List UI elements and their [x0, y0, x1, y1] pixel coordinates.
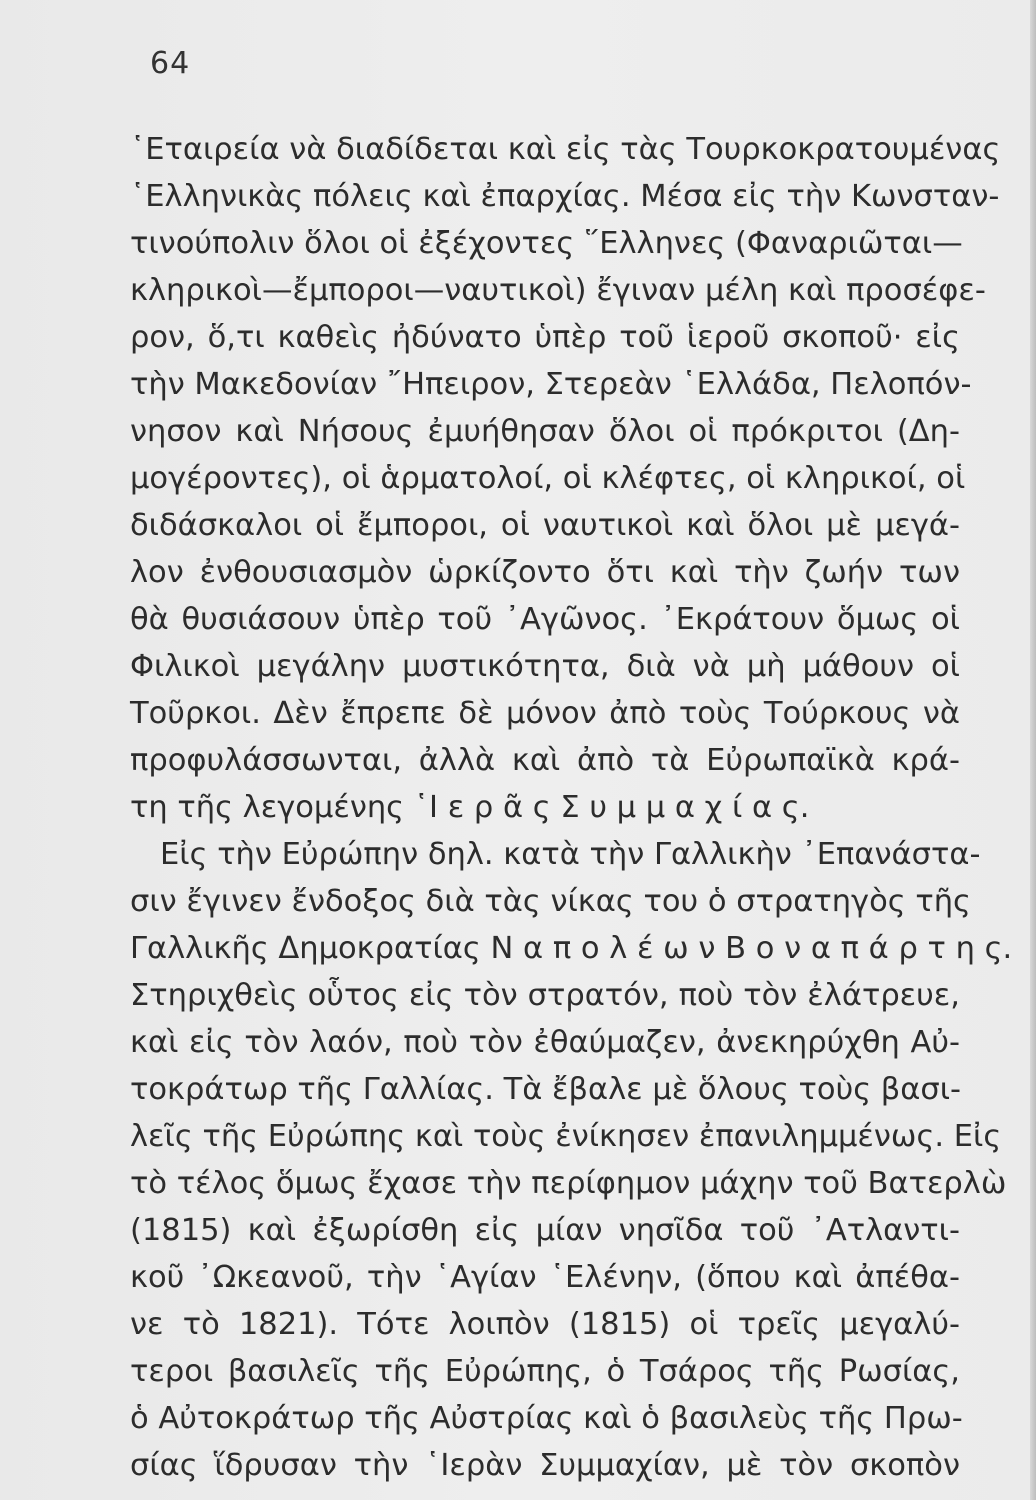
text-line: Φιλικοὶ μεγάλην μυστικότητα, διὰ νὰ μὴ μάθουν οἱ — [130, 649, 960, 684]
text-line: ὁ Αὐτοκράτωρ τῆς Αὐστρίας καὶ ὁ βασιλεὺς τῆς Πρω- — [130, 1401, 963, 1436]
text-line: Γαλλικῆς Δημοκρατίας Ν α π ο λ έ ω ν Β ο ν α π ά ρ τ η ς. — [130, 931, 1013, 966]
text-line: κληρικοὶ—ἔμποροι—ναυτικοὶ) ἔγιναν μέλη καὶ προσέφε- — [130, 273, 986, 308]
text-line: σίας ἵδρυσαν τὴν ῾Ιερὰν Συμμαχίαν, μὲ τὸν σκοπὸν — [130, 1448, 960, 1483]
text-line: τεροι βασιλεῖς τῆς Εὐρώπης, ὁ Τσάρος τῆς Ρωσίας, — [130, 1354, 960, 1389]
body-text — [130, 126, 1013, 1489]
text-line: κοῦ ᾿Ωκεανοῦ, τὴν ῾Αγίαν ῾Ελένην, (ὅπου καὶ ἀπέθα- — [130, 1260, 960, 1295]
text-line: ῾Ελληνικὰς πόλεις καὶ ἐπαρχίας. Μέσα εἰς τὴν Κωνσταν- — [130, 179, 1000, 214]
text-line: τοκράτωρ τῆς Γαλλίας. Τὰ ἔβαλε μὲ ὅλους τοὺς βασι- — [130, 1072, 962, 1107]
page-edge-shadow — [1030, 0, 1036, 1500]
text-line: νησον καὶ Νήσους ἐμυήθησαν ὅλοι οἱ πρόκριτοι (Δη- — [130, 414, 960, 449]
page-number: 64 — [150, 46, 191, 81]
text-line: σιν ἔγινεν ἔνδοξος διὰ τὰς νίκας του ὁ στρατηγὸς τῆς — [130, 884, 971, 919]
text-line: λεῖς τῆς Εὐρώπης καὶ τοὺς ἐνίκησεν ἐπανιλημμένως. Εἰς — [130, 1119, 1002, 1154]
text-line: Εἰς τὴν Εὐρώπην δηλ. κατὰ τὴν Γαλλικὴν ᾿Επανάστα- — [160, 837, 981, 872]
text-line: καὶ εἰς τὸν λαόν, ποὺ τὸν ἐθαύμαζεν, ἀνεκηρύχθη Αὐ- — [130, 1025, 960, 1060]
text-line: Τοῦρκοι. Δὲν ἔπρεπε δὲ μόνον ἀπὸ τοὺς Τούρκους νὰ — [130, 696, 960, 731]
text-line: ῾Εταιρεία νὰ διαδίδεται καὶ εἰς τὰς Τουρκοκρατουμένας — [130, 132, 1001, 167]
text-line: ρον, ὅ,τι καθεὶς ἠδύνατο ὑπὲρ τοῦ ἱεροῦ σκοποῦ· εἰς — [130, 320, 960, 355]
text-line: θὰ θυσιάσουν ὑπὲρ τοῦ ᾿Αγῶνος. ᾿Εκράτουν ὅμως οἱ — [130, 602, 960, 637]
text-line: τὴν Μακεδονίαν ῎Ηπειρον, Στερεὰν ῾Ελλάδα, Πελοπόν- — [130, 367, 972, 402]
text-line: (1815) καὶ ἐξωρίσθη εἰς μίαν νησῖδα τοῦ ᾿Ατλαντι- — [130, 1213, 960, 1248]
text-line: προφυλάσσωνται, ἀλλὰ καὶ ἀπὸ τὰ Εὐρωπαϊκὰ κρά- — [130, 743, 960, 778]
text-line: μογέροντες), οἱ ἁρματολοί, οἱ κλέφτες, οἱ κληρικοί, οἱ — [130, 461, 966, 496]
text-line: τη τῆς λεγομένης ῾Ι ε ρ ᾶ ς Σ υ μ μ α χ ί α ς. — [130, 790, 810, 825]
text-line: νε τὸ 1821). Τότε λοιπὸν (1815) οἱ τρεῖς μεγαλύ- — [130, 1307, 960, 1342]
text-line: Στηριχθεὶς οὗτος εἰς τὸν στρατόν, ποὺ τὸν ἐλάτρευε, — [130, 978, 960, 1013]
text-line: διδάσκαλοι οἱ ἔμποροι, οἱ ναυτικοὶ καὶ ὅλοι μὲ μεγά- — [130, 508, 960, 543]
text-line: λον ἐνθουσιασμὸν ὡρκίζοντο ὅτι καὶ τὴν ζωήν των — [130, 555, 960, 590]
text-line: τινούπολιν ὅλοι οἱ ἐξέχοντες ῞Ελληνες (Φαναριῶται— — [130, 226, 963, 261]
text-line: τὸ τέλος ὅμως ἔχασε τὴν περίφημον μάχην τοῦ Βατερλὼ — [130, 1166, 1007, 1201]
